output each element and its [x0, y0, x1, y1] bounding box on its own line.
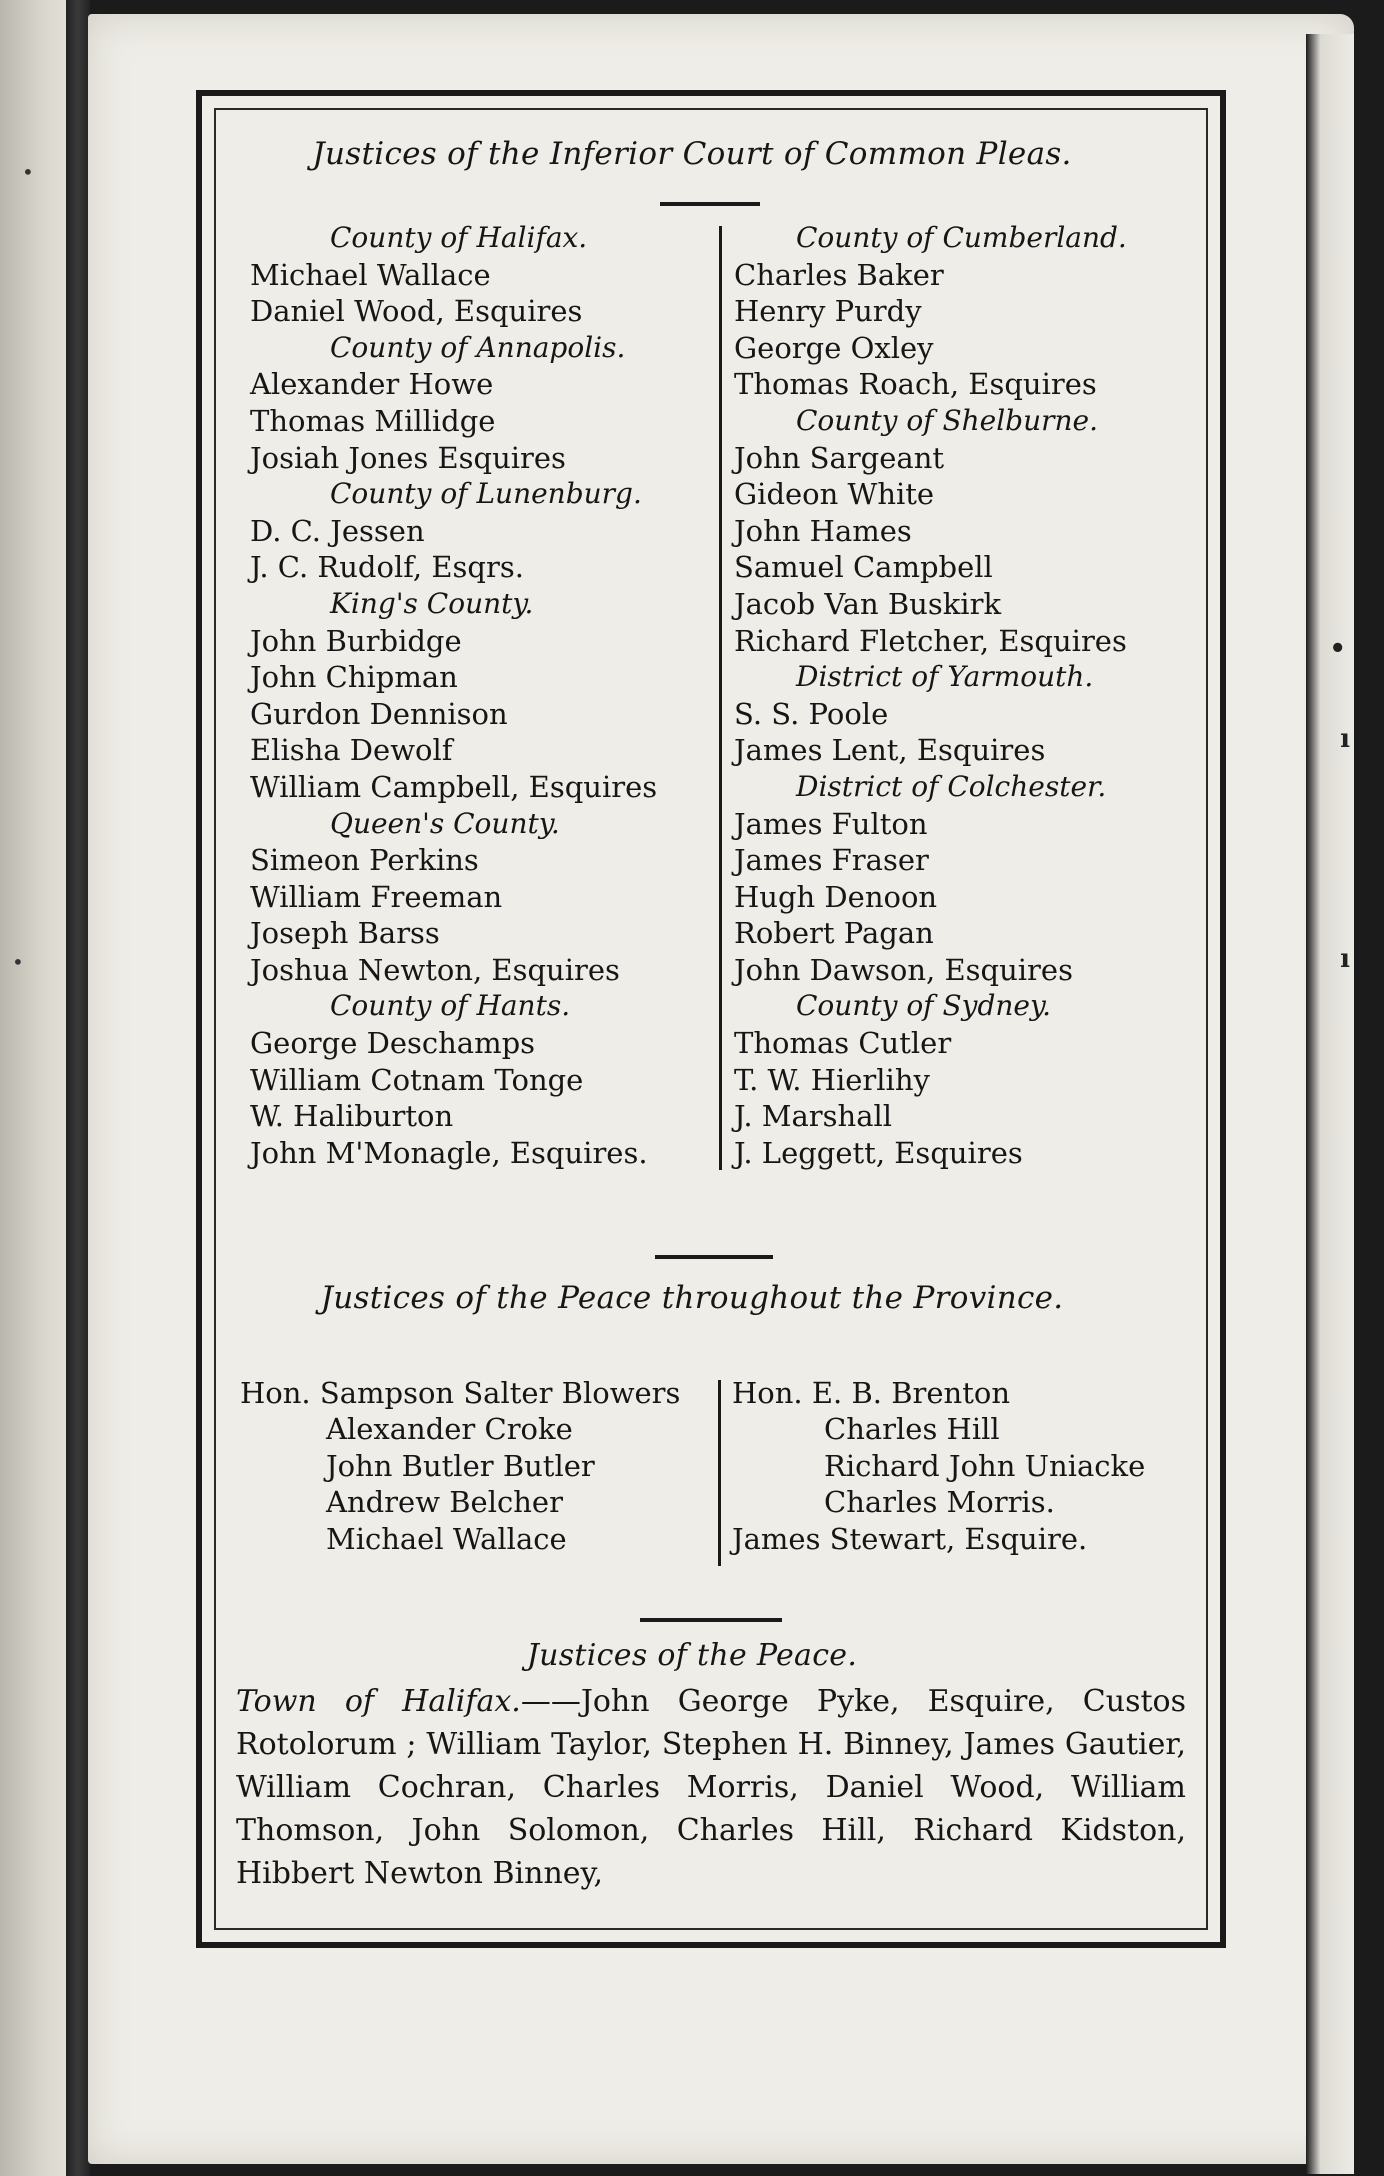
justice-name: Alexander Howe	[250, 367, 494, 402]
justice-name: Robert Pagan	[734, 916, 934, 951]
justice-name: Thomas Cutler	[734, 1026, 952, 1061]
section-title-inferior-court: Justices of the Inferior Court of Common Pleas.	[312, 136, 1072, 172]
county-heading: County of Lunenburg.	[330, 477, 642, 511]
justice-name: Michael Wallace	[326, 1521, 567, 1556]
justice-name: Andrew Belcher	[326, 1485, 563, 1520]
column-divider	[718, 1380, 721, 1566]
justice-name: Thomas Roach, Esquires	[734, 367, 1097, 402]
justice-name: John Burbidge	[250, 623, 462, 658]
justice-name: Gurdon Dennison	[250, 696, 508, 731]
justice-name: John Dawson, Esquires	[734, 952, 1073, 987]
justice-name: James Fraser	[734, 843, 929, 878]
section-rule	[640, 1618, 782, 1622]
justice-name: Thomas Millidge	[250, 403, 496, 438]
page-edge	[1306, 34, 1354, 2174]
justice-name: J. C. Rudolf, Esqrs.	[250, 550, 524, 585]
justice-name: Jacob Van Buskirk	[734, 586, 1002, 621]
justice-name: Hugh Denoon	[734, 879, 938, 914]
justice-name: J. Leggett, Esquires	[734, 1135, 1023, 1170]
edge-mark: ı	[1340, 944, 1350, 974]
inferior-court-left-column	[250, 220, 657, 1171]
county-heading: Queen's County.	[330, 806, 560, 840]
justice-name: Joshua Newton, Esquires	[250, 952, 620, 987]
facing-page-mark: •	[12, 950, 24, 974]
county-heading: District of Yarmouth.	[796, 660, 1094, 694]
justice-name: Simeon Perkins	[250, 843, 479, 878]
edge-mark: •	[1329, 634, 1346, 664]
justice-name: D. C. Jessen	[250, 513, 425, 548]
justice-name: Charles Baker	[734, 257, 944, 292]
justice-name: Daniel Wood, Esquires	[250, 294, 583, 329]
justice-name: John Butler Butler	[326, 1448, 595, 1483]
section-title-peace-province: Justices of the Peace throughout the Province.	[320, 1280, 1064, 1316]
justice-name: Charles Morris.	[824, 1485, 1055, 1520]
peace-province-right-column	[732, 1375, 1145, 1557]
justice-name: Hon. E. B. Brenton	[732, 1376, 1011, 1410]
justice-name: James Fulton	[734, 806, 928, 841]
justice-name: William Campbell, Esquires	[250, 769, 658, 804]
inferior-court-right-column	[734, 220, 1127, 1171]
justice-name: Henry Purdy	[734, 294, 922, 329]
justice-name: Alexander Croke	[326, 1412, 573, 1447]
justice-name: Richard John Uniacke	[824, 1448, 1146, 1483]
justice-name: John Hames	[734, 513, 912, 548]
justice-name: S. S. Poole	[734, 696, 889, 731]
justice-name: J. Marshall	[734, 1099, 893, 1134]
county-heading: King's County.	[330, 586, 534, 620]
halifax-justices-paragraph	[236, 1680, 1186, 1895]
justice-name: Richard Fletcher, Esquires	[734, 623, 1127, 658]
county-heading: County of Sydney.	[796, 989, 1051, 1023]
justice-name: Elisha Dewolf	[250, 733, 453, 768]
town-of-halifax-label: Town of Halifax.	[236, 1684, 521, 1719]
justice-name: John Chipman	[250, 660, 458, 695]
justice-name: Charles Hill	[824, 1412, 1000, 1447]
justice-name: Joseph Barss	[250, 916, 440, 951]
justice-name: John Sargeant	[734, 440, 945, 475]
county-heading: County of Annapolis.	[330, 330, 626, 364]
justice-name: Hon. Sampson Salter Blowers	[240, 1376, 681, 1410]
justice-name: T. W. Hierlihy	[734, 1062, 930, 1097]
em-dash: ——	[520, 1684, 581, 1719]
justice-name: George Deschamps	[250, 1026, 536, 1061]
justice-name: William Cotnam Tonge	[250, 1062, 584, 1097]
justice-name: Gideon White	[734, 477, 935, 512]
edge-mark: ı	[1340, 724, 1350, 754]
county-heading: County of Hants.	[330, 989, 571, 1023]
county-heading: County of Cumberland.	[796, 221, 1127, 254]
section-title-peace: Justices of the Peace.	[526, 1638, 858, 1673]
county-heading: County of Shelburne.	[796, 403, 1099, 437]
justice-name: John M'Monagle, Esquires.	[250, 1135, 648, 1170]
halifax-justices-text: John George Pyke, Esquire, Custos Rotolorum ; William Taylor, Stephen H. Binney, James Gautier, William Cochran, Charles Morris, Daniel Wood, William Thomson, John Solomon, Charles Hill, Richard Kidston, Hibbert Newton Binney,	[236, 1684, 1186, 1891]
section-rule	[660, 202, 760, 206]
justice-name: George Oxley	[734, 330, 934, 365]
facing-page-mark: •	[22, 160, 34, 184]
justice-name: W. Haliburton	[250, 1099, 454, 1134]
justice-name: Josiah Jones Esquires	[250, 440, 566, 475]
justice-name: Samuel Campbell	[734, 550, 993, 585]
book-gutter	[66, 0, 90, 2176]
county-heading: District of Colchester.	[796, 769, 1107, 803]
justice-name: James Stewart, Esquire.	[732, 1521, 1088, 1556]
peace-province-left-column	[240, 1375, 680, 1557]
county-heading: County of Halifax.	[330, 221, 588, 254]
justice-name: William Freeman	[250, 879, 503, 914]
justice-name: James Lent, Esquires	[734, 733, 1046, 768]
column-divider	[719, 226, 722, 1170]
section-rule	[655, 1255, 773, 1259]
justice-name: Michael Wallace	[250, 257, 491, 292]
